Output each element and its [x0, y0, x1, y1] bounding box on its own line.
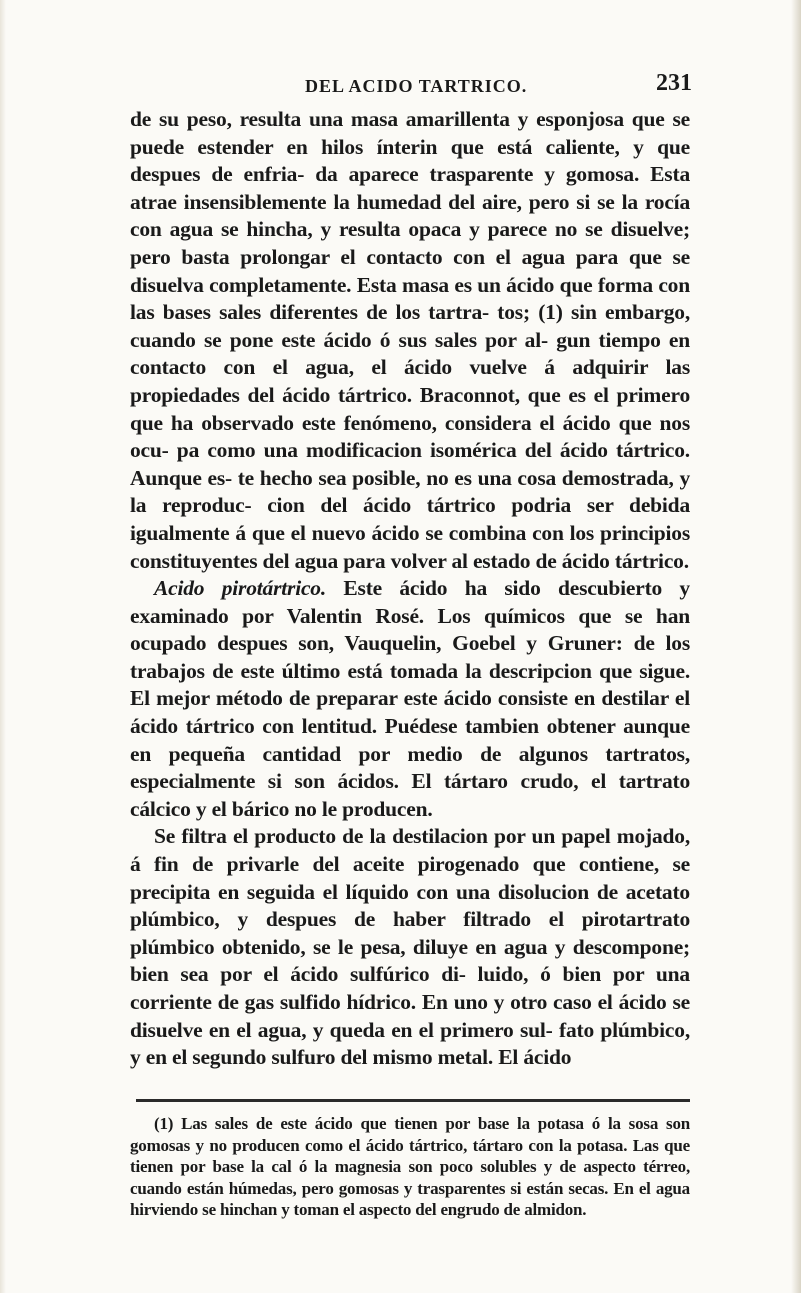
page-number: 231 [656, 70, 692, 96]
paragraph-2-text: Este ácido ha sido descubierto y examinado por Valentin Rosé. Los químicos que se han ocupado despues son, Vauquelin, Goebel y Gruner: de los trabajos de este último está tomada la descripcion que sigue. El mejor método de preparar este ácido consiste en destilar el ácido tártrico con lentitud. Puédese tambien obtener aunque en pequeña cantidad por medio de algunos tartratos, especialmente si son ácidos. El tártaro crudo, el tartrato cálcico y el bárico no le producen. [130, 576, 690, 821]
page-edge-left [0, 0, 6, 1293]
footnote-divider [136, 1099, 690, 1102]
paragraph-2 [130, 575, 690, 823]
running-head: DEL ACIDO TARTRICO. [305, 76, 528, 96]
paragraph-3: Se filtra el producto de la destilacion por un papel mojado, á fin de privarle del aceite pirogenado que contiene, se precipita en seguida el líquido con una disolucion de acetato plúmbico, y despues de haber filtrado el pirotartrato plúmbico obtenido, se le pesa, diluye en agua y descompone; bien sea por el ácido sulfúrico di- luido, ó bien por una corriente de gas sulfido hídrico. En uno y otro caso el ácido se disuelve en el agua, y queda en el primero sul- fato plúmbico, y en el segundo sulfuro del mismo metal. El ácido [130, 824, 690, 1070]
body-text [130, 106, 690, 1072]
section-heading-acido-pirotartrico: Acido pirotártrico. [154, 576, 327, 601]
page-header [0, 70, 801, 106]
footnote: (1) Las sales de este ácido que tienen por base la potasa ó la sosa son gomosas y no producen como el ácido tártrico, tártaro con la potasa. Las que tienen por base la cal ó la magnesia son poco solubles y de aspecto térreo, cuando están húmedas, pero gomosas y trasparentes si están secas. En el agua hirviendo se hinchan y toman el aspecto del engrudo de almidon. [130, 1114, 690, 1219]
page-edge-right [791, 0, 801, 1293]
paragraph-1: de su peso, resulta una masa amarillenta y esponjosa que se puede estender en hilos ínterin que está caliente, y que despues de enfria- da aparece trasparente y gomosa. Esta atrae insensiblemente la humedad del aire, pero si se la rocía con agua se hincha, y resulta opaca y parece no se disuelve; pero basta prolongar el contacto con el agua para que se disuelva completamente. Esta masa es un ácido que forma con las bases sales diferentes de los tartra- tos; (1) sin embargo, cuando se pone este ácido ó sus sales por al- gun tiempo en contacto con el agua, el ácido vuelve á adquirir las propiedades del ácido tártrico. Braconnot, que es el primero que ha observado este fenómeno, considera el ácido que nos ocu- pa como una modificacion isomérica del ácido tártrico. Aunque es- te hecho sea posible, no es una cosa demostrada, y la reproduc- cion del ácido tártrico podria ser debida igualmente á que el nuevo ácido se combina con los principios constituyentes del agua para volver al estado de ácido tártrico. [130, 107, 690, 573]
